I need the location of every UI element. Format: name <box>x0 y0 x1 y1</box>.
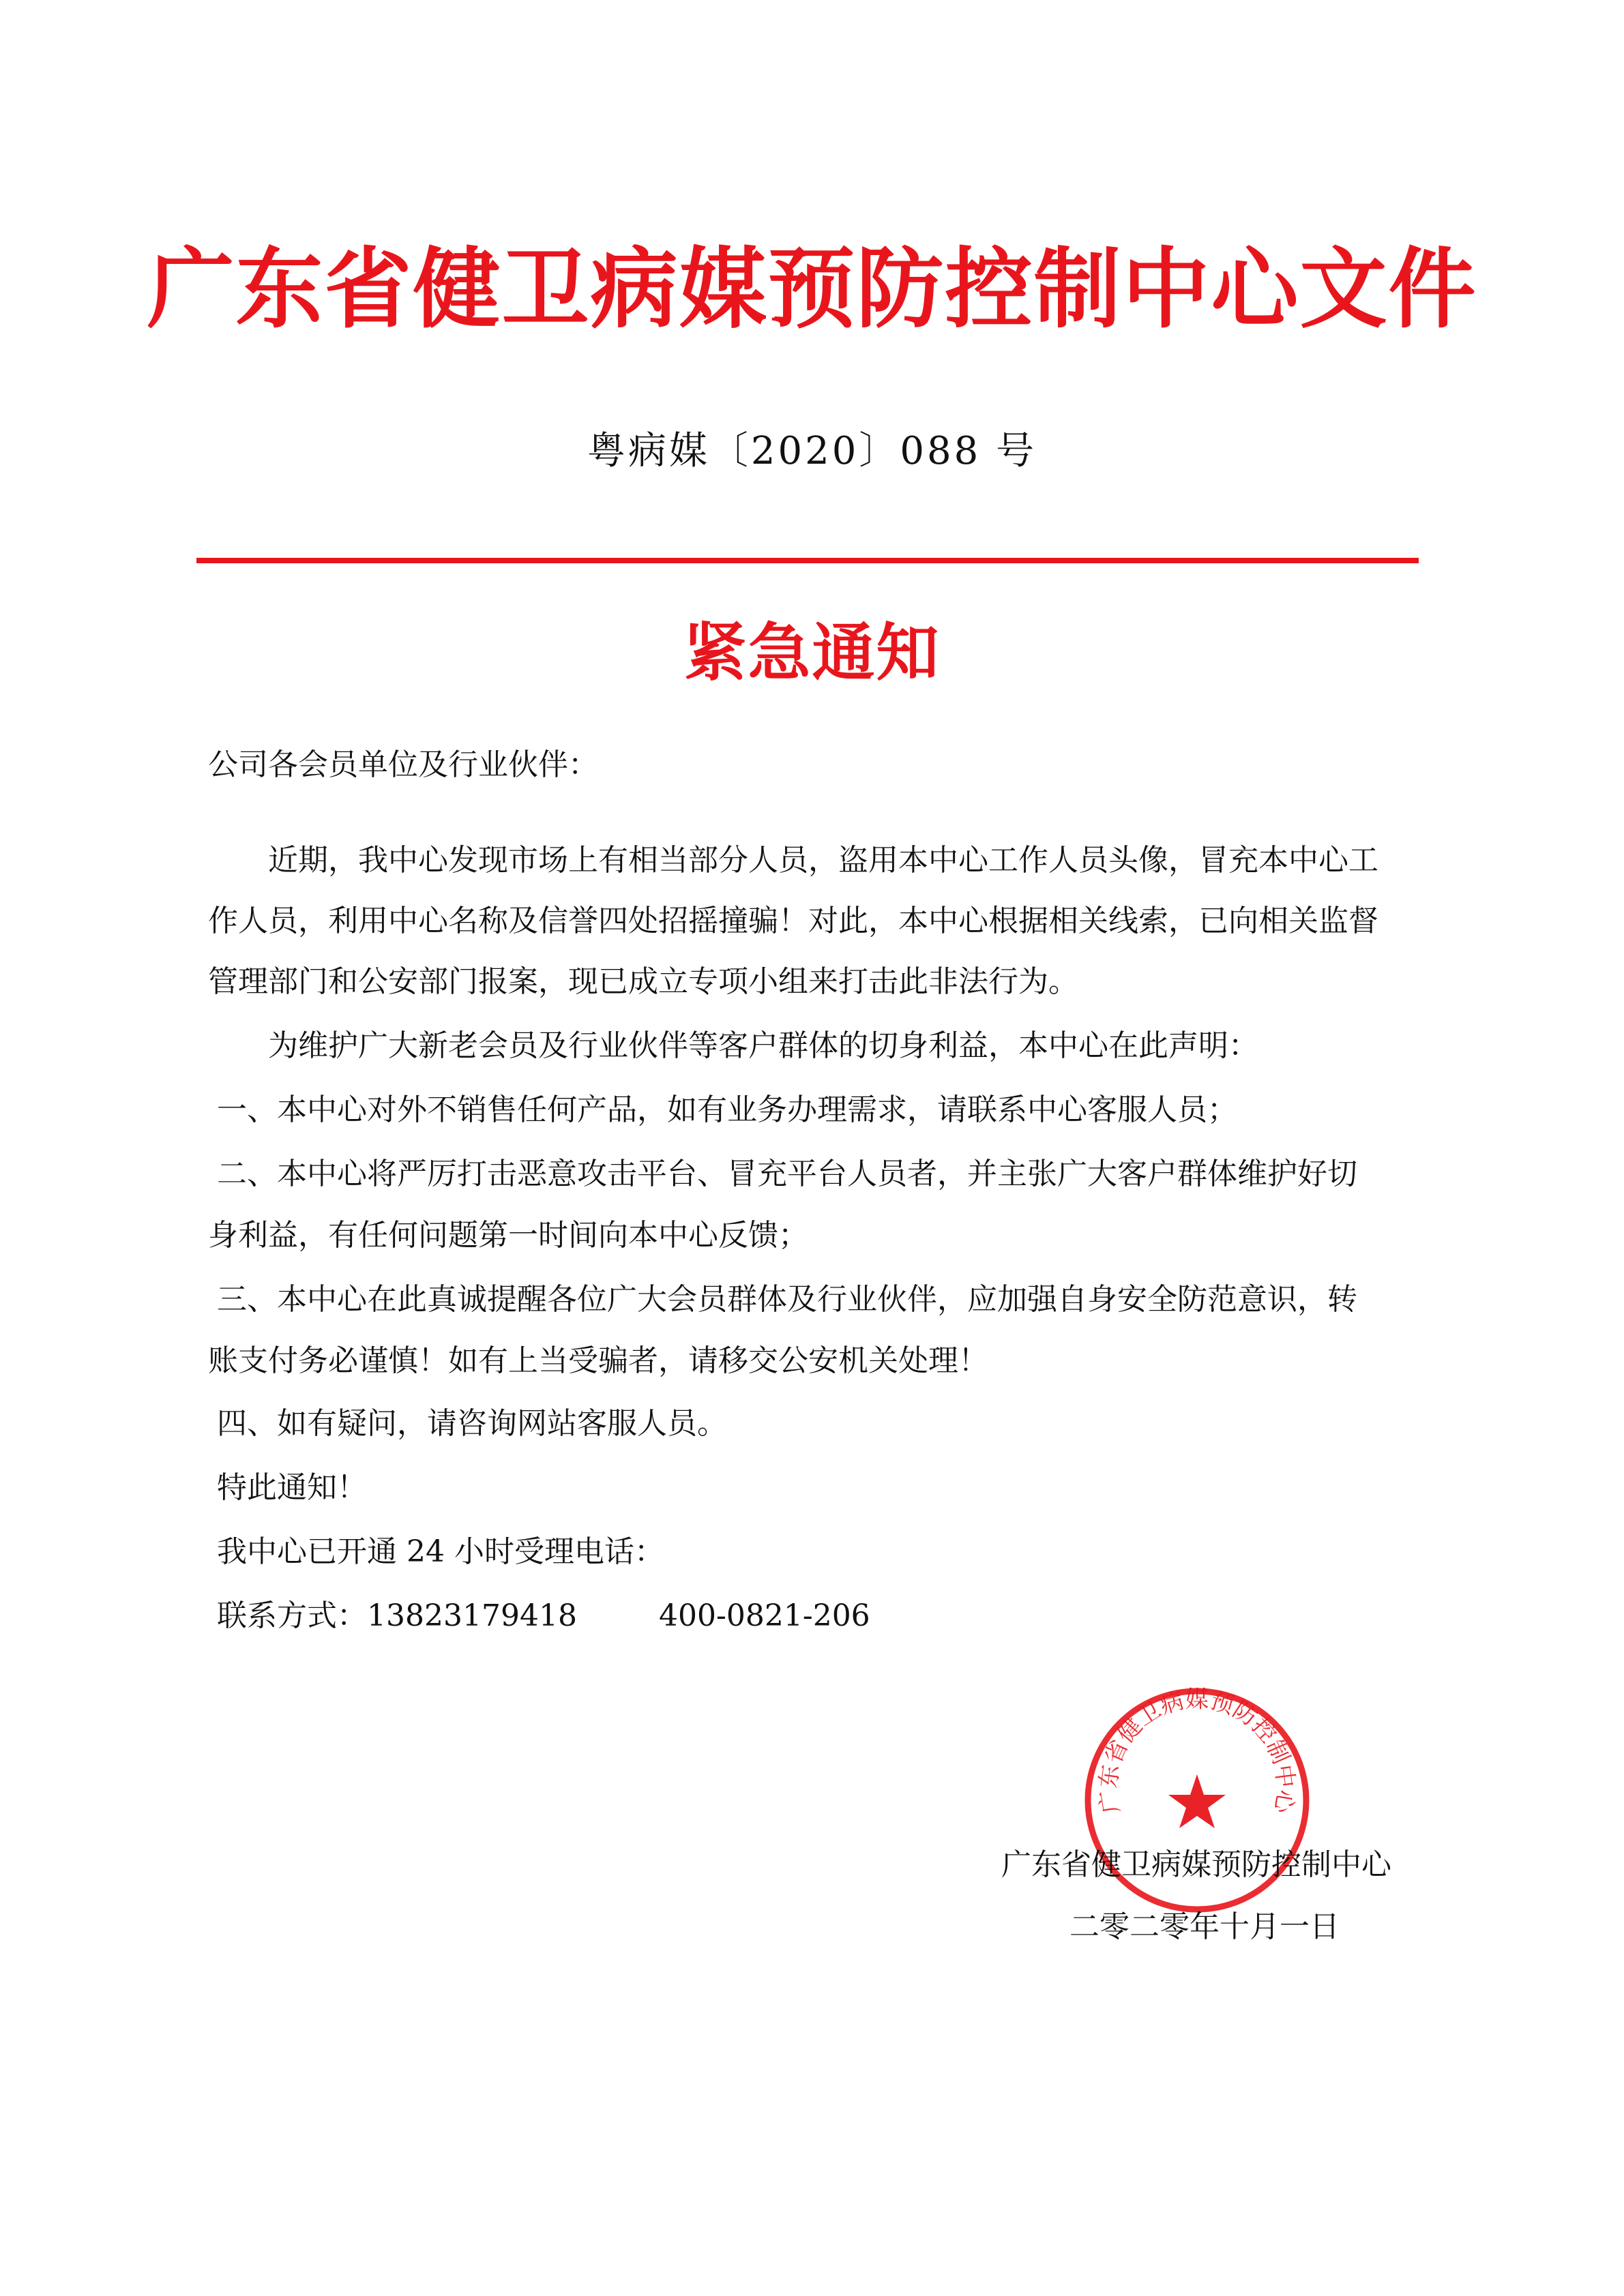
notice-title: 紧急通知 <box>683 616 941 689</box>
paragraph-1-line-1: 近期，我中心发现市场上有相当部分人员，盗用本中心工作人员头像，冒充本中心工 <box>268 843 1378 878</box>
signature-organization: 广东省健卫病媒预防控制中心 <box>1001 1847 1391 1882</box>
statement-item-3-line-1: 三、本中心在此真诚提醒各位广大会员群体及行业伙伴，应加强自身安全防范意识，转 <box>217 1282 1357 1317</box>
contact-label: 联系方式： <box>217 1598 367 1633</box>
document-number: 粤病媒〔2020〕088 号 <box>587 429 1037 473</box>
red-divider <box>196 558 1419 563</box>
paragraph-2: 为维护广大新老会员及行业伙伴等客户群体的切身利益，本中心在此声明： <box>268 1028 1258 1063</box>
document-masthead: 广东省健卫病媒预防控制中心文件 <box>147 239 1477 340</box>
contact-phone-1: 13823179418 <box>367 1598 577 1633</box>
paragraph-1-line-3: 管理部门和公安部门报案，现已成立专项小组来打击此非法行为。 <box>208 964 1078 999</box>
seal-star-icon <box>1168 1774 1226 1828</box>
statement-item-3-line-2: 账支付务必谨慎！如有上当受骗者，请移交公安机关处理！ <box>208 1343 988 1378</box>
signature-date: 二零二零年十月一日 <box>1069 1909 1340 1944</box>
contact-phone-2: 400-0821-206 <box>659 1598 870 1633</box>
statement-item-4: 四、如有疑问，请咨询网站客服人员。 <box>217 1406 727 1441</box>
closing-line: 特此通知！ <box>217 1470 367 1505</box>
paragraph-1-line-2: 作人员，利用中心名称及信誉四处招摇撞骗！对此，本中心根据相关线索，已向相关监督 <box>208 904 1378 938</box>
statement-item-1: 一、本中心对外不销售任何产品，如有业务办理需求，请联系中心客服人员； <box>217 1092 1237 1127</box>
salutation: 公司各会员单位及行业伙伴： <box>208 747 598 782</box>
statement-item-2-line-1: 二、本中心将严厉打击恶意攻击平台、冒充平台人员者，并主张广大客户群体维护好切 <box>217 1157 1357 1191</box>
statement-item-2-line-2: 身利益，有任何问题第一时间向本中心反馈； <box>208 1218 808 1253</box>
seal-arc-text: 广东省健卫病媒预防控制中心 <box>1095 1686 1299 1815</box>
hotline-intro: 我中心已开通 24 小时受理电话： <box>217 1534 664 1569</box>
